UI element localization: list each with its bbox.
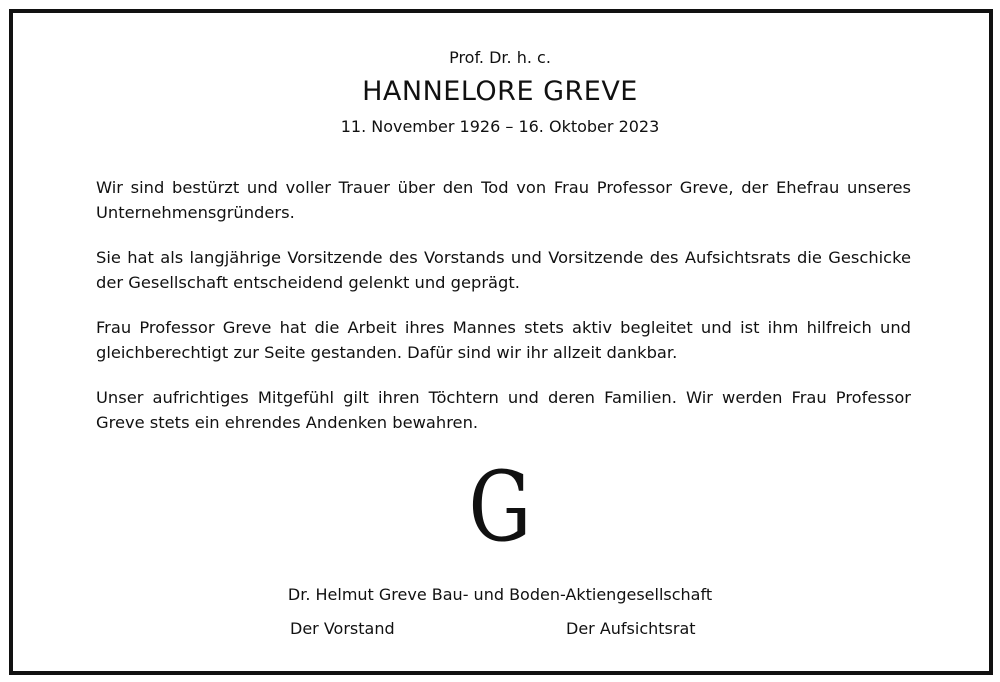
- academic-title: Prof. Dr. h. c.: [449, 48, 551, 67]
- signatory-supervisory-board: Der Aufsichtsrat: [566, 619, 696, 638]
- signatory-board: Der Vorstand: [290, 619, 395, 638]
- body-paragraph: Sie hat als langjährige Vorsitzende des Vorstands und Vorsitzende des Aufsichtsrats die Geschicke der Gesellschaft entscheidend gelenkt und geprägt.: [96, 248, 911, 292]
- company-name: Dr. Helmut Greve Bau- und Boden-Aktiengesellschaft: [287, 585, 713, 604]
- company-monogram-logo: G: [468, 451, 532, 563]
- body-paragraph: Frau Professor Greve hat die Arbeit ihres Mannes stets aktiv begleitet und ist ihm hilfreich und gleichberechtigt zur Seite gestanden. Dafür sind wir ihr allzeit dankbar.: [96, 318, 911, 362]
- life-dates: 11. November 1926 – 16. Oktober 2023: [340, 117, 660, 136]
- deceased-name: HANNELORE GREVE: [362, 76, 638, 107]
- body-paragraph: Wir sind bestürzt und voller Trauer über den Tod von Frau Professor Greve, der Ehefrau unseres Unternehmensgründers.: [96, 178, 911, 222]
- body-paragraph: Unser aufrichtiges Mitgefühl gilt ihren Töchtern und deren Familien. Wir werden Frau Professor Greve stets ein ehrendes Andenken bewahren.: [96, 388, 911, 432]
- notice-body: [96, 175, 911, 455]
